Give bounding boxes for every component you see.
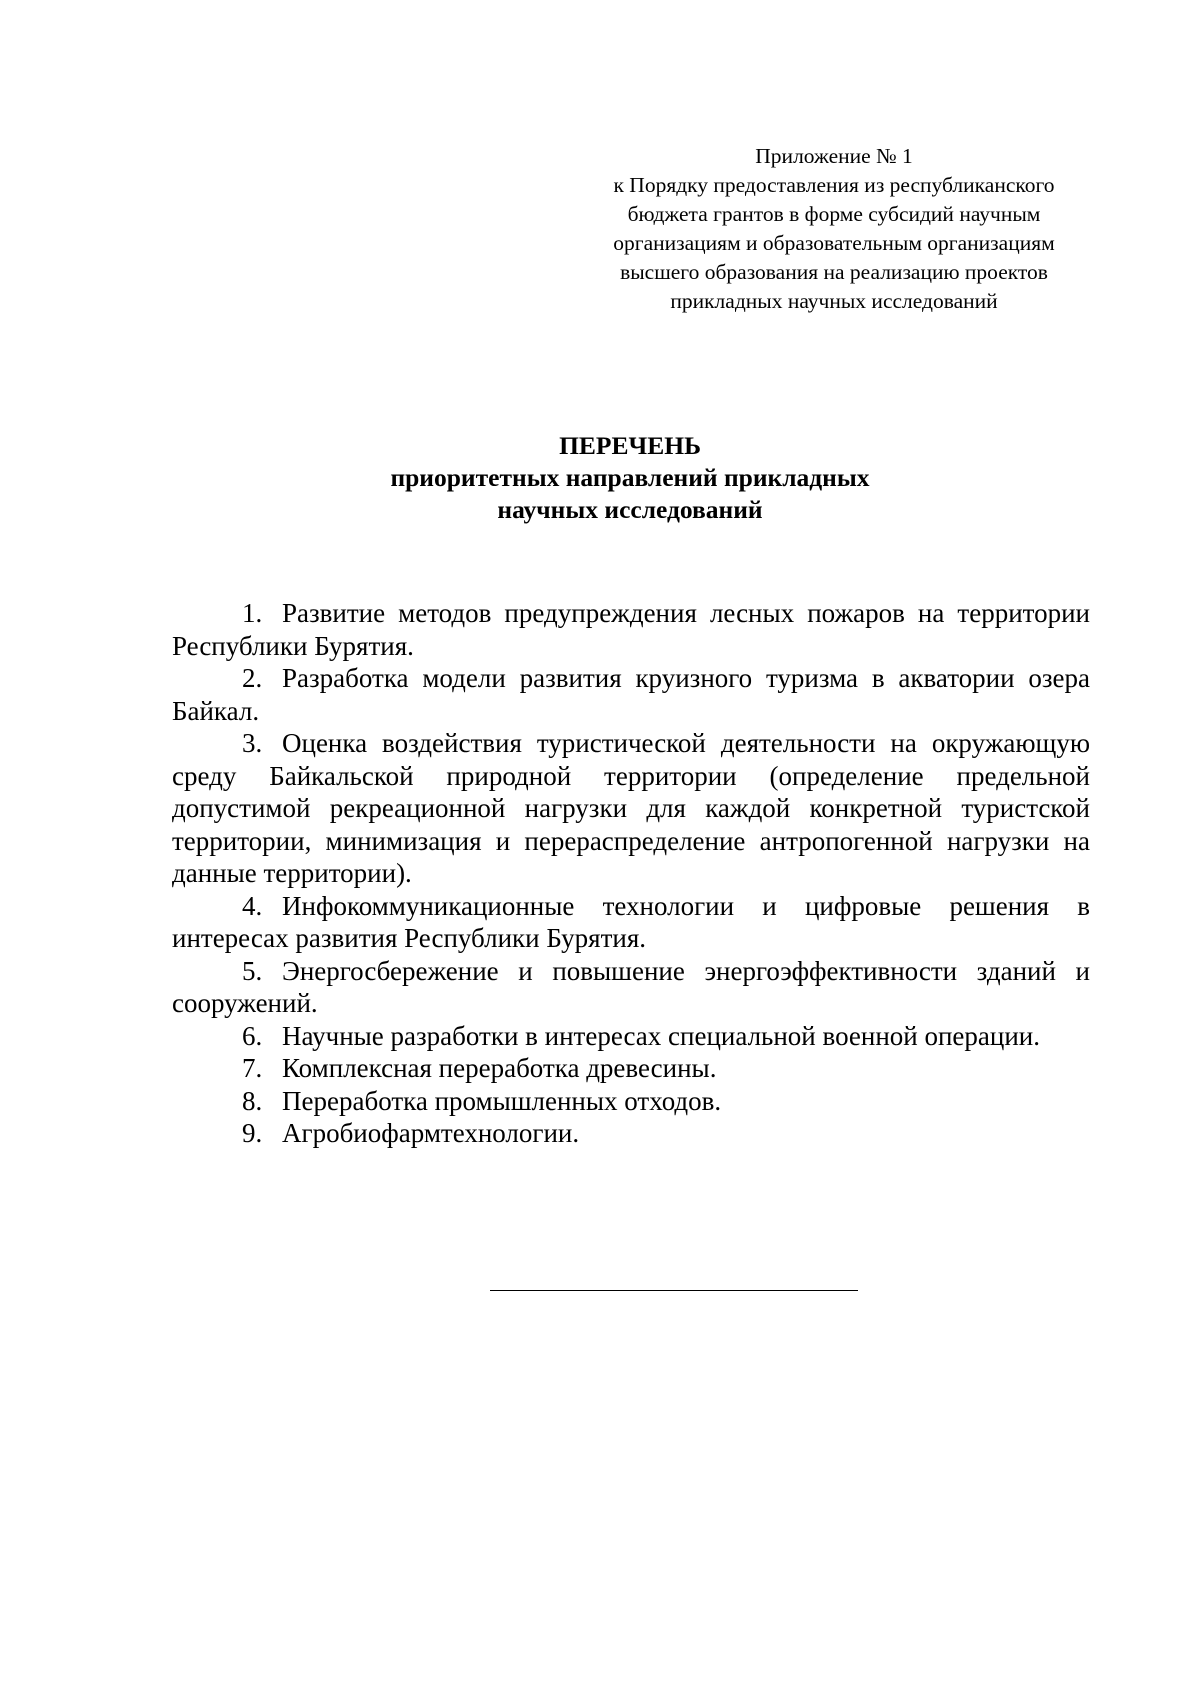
- title-subtitle-line: приоритетных направлений прикладных: [390, 463, 870, 492]
- appendix-reference-line: высшего образования на реализацию проектов: [620, 260, 1048, 284]
- appendix-header: [578, 142, 1090, 316]
- list-item-number: 4.: [242, 890, 263, 921]
- list-item-number: 8.: [242, 1085, 263, 1116]
- list-item: [172, 955, 1090, 1020]
- list-item-text: Развитие методов предупреждения лесных пожаров на территории Республики Бурятия.: [172, 598, 1090, 661]
- list-item: [172, 597, 1090, 662]
- list-item: [172, 1085, 1090, 1118]
- list-item-text: Комплексная переработка древесины.: [282, 1053, 717, 1083]
- appendix-reference-line: организациям и образовательным организациям: [613, 231, 1055, 255]
- list-item: [172, 1117, 1090, 1150]
- list-item: [172, 727, 1090, 890]
- title-heading: ПЕРЕЧЕНЬ: [559, 431, 701, 460]
- list-item-number: 6.: [242, 1020, 263, 1051]
- list-item-text: Переработка промышленных отходов.: [282, 1085, 722, 1116]
- priority-list: [172, 597, 1090, 1150]
- list-item-text: Инфокоммуникационные технологии и цифровые решения в интересах развития Республики Бурятия.: [172, 890, 1090, 953]
- list-item-text: Агробиофармтехнологии.: [282, 1118, 580, 1148]
- list-item: [172, 1052, 1090, 1085]
- list-item-text: Научные разработки в интересах специальной военной операции.: [282, 1020, 1040, 1051]
- appendix-reference-line: к Порядку предоставления из республиканского: [613, 173, 1055, 197]
- list-item: [172, 890, 1090, 955]
- appendix-reference-line: прикладных научных исследований: [670, 289, 998, 313]
- list-item-number: 9.: [242, 1118, 263, 1148]
- list-item-text: Разработка модели развития круизного туризма в акватории озера Байкал.: [172, 663, 1090, 726]
- document-title: [170, 430, 1090, 526]
- list-item-number: 2.: [242, 663, 263, 693]
- appendix-reference-line: бюджета грантов в форме субсидий научным: [627, 202, 1041, 226]
- list-item-number: 1.: [242, 598, 263, 628]
- end-divider-line: [490, 1290, 858, 1291]
- list-item-text: Энергосбережение и повышение энергоэффективности зданий и сооружений.: [172, 955, 1090, 1018]
- list-item-text: Оценка воздействия туристической деятельности на окружающую среду Байкальской природной территории (определение предельной допустимой рекреационной нагрузки для каждой конкретной туристской территории, минимизация и перераспределение антропогенной нагрузки на данные территории).: [172, 728, 1090, 888]
- appendix-number: Приложение № 1: [755, 144, 913, 168]
- list-item-number: 7.: [242, 1053, 263, 1083]
- list-item: [172, 1020, 1090, 1053]
- title-subtitle-line: научных исследований: [497, 495, 763, 524]
- list-item-number: 3.: [242, 728, 263, 758]
- list-item-number: 5.: [242, 955, 263, 986]
- list-item: [172, 662, 1090, 727]
